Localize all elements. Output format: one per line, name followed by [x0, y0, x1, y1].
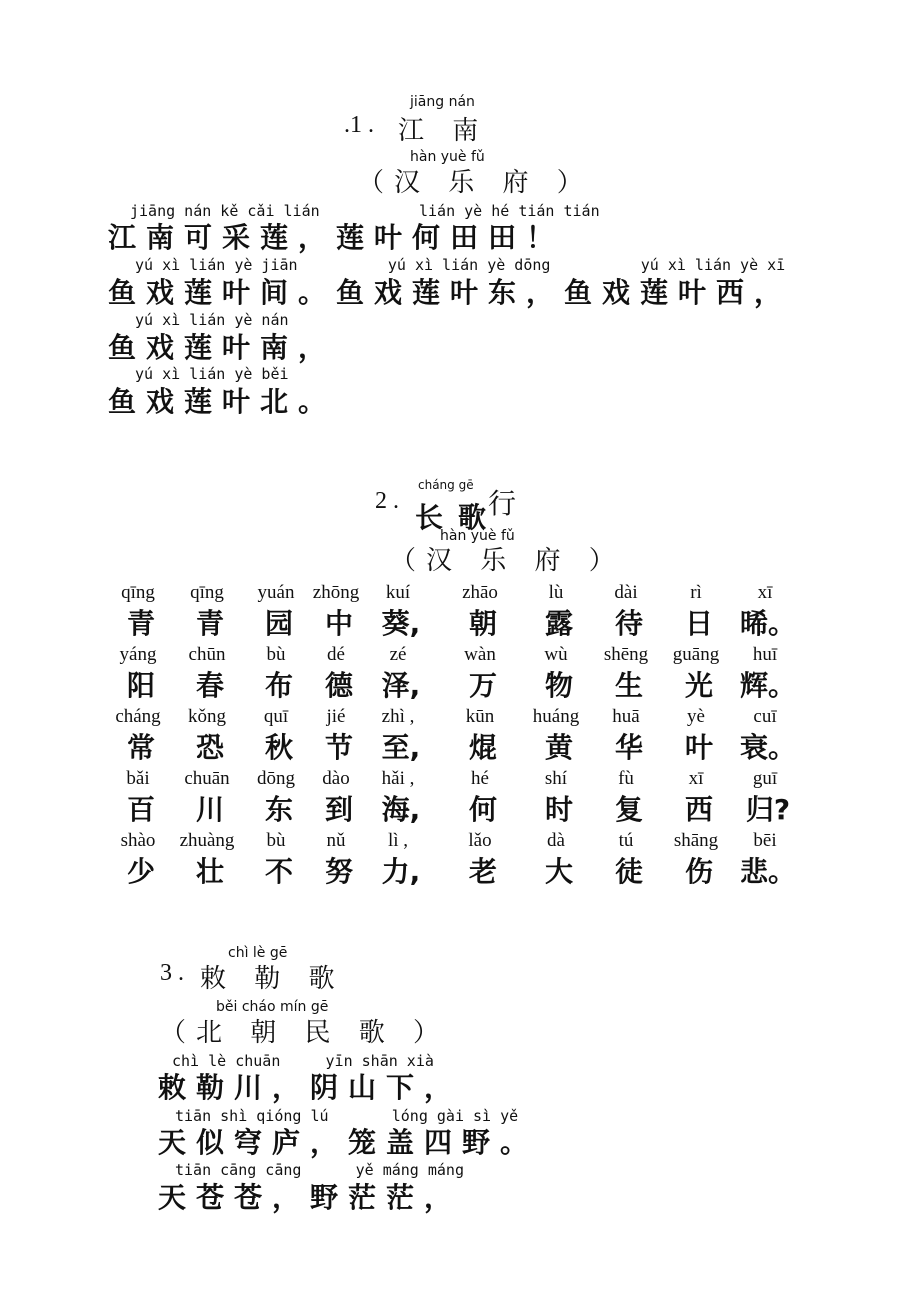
poem3-line1-pinyin: chì lè chuān yīn shān xià	[172, 1052, 434, 1070]
poem2-char-cell: 华	[614, 731, 643, 764]
poem2-pinyin-cell: kūn	[465, 706, 495, 727]
poem2-source-pinyin: hàn yuè fǔ	[440, 528, 515, 544]
poem2-pinyin-cell: kuí	[385, 582, 411, 603]
poem2-pinyin-cell: guāng	[672, 644, 720, 665]
poem2-pinyin-cell: shào	[120, 830, 156, 851]
poem2-char-cell: 徒	[614, 855, 643, 888]
poem2-pinyin-cell: xī	[757, 582, 773, 603]
poem2-pinyin-cell: huáng	[532, 706, 580, 727]
poem2-char-cell: 到	[324, 793, 353, 826]
poem2-pinyin-cell: yáng	[119, 644, 157, 665]
poem2-pinyin-cell: bù	[266, 644, 286, 665]
poem2-title-pinyin: cháng gē	[418, 478, 474, 492]
poem2-char-cell: 园	[264, 607, 293, 640]
poem2-pinyin-cell: jié	[326, 706, 346, 727]
poem1-title: 江 南	[398, 116, 489, 146]
poem2-char-cell: 泽,	[381, 669, 421, 702]
poem2-char-cell: 春	[195, 669, 224, 702]
poem2-pinyin-cell: wù	[544, 644, 568, 665]
poem2-pinyin-cell: xī	[688, 768, 704, 789]
poem3-title: 敕 勒 歌	[200, 964, 345, 994]
poem2-char-cell: 何	[468, 793, 497, 826]
poem2-pinyin-cell: zé	[389, 644, 407, 665]
poem2-char-cell: 壮	[195, 855, 224, 888]
poem2-char-cell: 黄	[544, 731, 573, 764]
poem2-number: 2 .	[375, 488, 399, 514]
poem2-char-cell: 大	[544, 855, 573, 888]
poem2-pinyin-cell: shēng	[603, 644, 649, 665]
poem2-pinyin-cell: shí	[544, 768, 568, 789]
poem1-line1-pinyin: jiāng nán kě cǎi lián lián yè hé tián tián	[130, 202, 600, 220]
poem2-pinyin-cell: qīng	[121, 582, 155, 603]
poem2-pinyin-cell: lù	[548, 582, 564, 603]
poem2-pinyin-cell: shāng	[673, 830, 719, 851]
poem3-line3-pinyin: tiān cāng cāng yě máng máng	[175, 1161, 464, 1179]
poem2-char-cell: 中	[324, 607, 353, 640]
poem2-char-cell: 老	[468, 855, 497, 888]
poem2-char-cell: 朝	[468, 607, 497, 640]
poem2-char-cell: 东	[264, 793, 293, 826]
poem1-source-pinyin: hàn yuè fǔ	[410, 149, 485, 165]
poem1-line4: 鱼戏莲叶北。	[108, 385, 337, 418]
poem2-pinyin-cell: chuān	[184, 768, 230, 789]
poem2-pinyin-cell: dào	[322, 768, 350, 789]
poem2-pinyin-cell: yuán	[257, 582, 295, 603]
poem2-char-cell: 晞。	[739, 607, 796, 640]
poem2-char-cell: 德	[324, 669, 353, 702]
poem2-char-cell: 至,	[381, 731, 421, 764]
poem2-char-cell: 少	[126, 855, 155, 888]
poem2-pinyin-cell: bǎi	[126, 768, 150, 789]
poem1-line4-pinyin: yú xì lián yè běi	[135, 365, 289, 383]
poem1-line3: 鱼戏莲叶南，	[108, 331, 337, 364]
poem2-char-cell: 百	[126, 793, 155, 826]
poem2-char-cell: 力,	[381, 855, 421, 888]
poem2-pinyin-cell: yè	[687, 706, 705, 727]
poem2-pinyin-cell: huī	[752, 644, 778, 665]
poem3-title-pinyin: chì lè gē	[228, 945, 288, 961]
poem2-pinyin-cell: hǎi ,	[381, 768, 415, 789]
poem2-char-cell: 露	[544, 607, 573, 640]
poem2-char-cell: 焜	[468, 731, 497, 764]
poem2-pinyin-cell: lǎo	[468, 830, 492, 851]
poem2-pinyin-cell: wàn	[464, 644, 496, 665]
poem3-line2: 天似穹庐，笼盖四野。	[158, 1126, 539, 1159]
poem1-line2: 鱼戏莲叶间。鱼戏莲叶东，鱼戏莲叶西，	[108, 276, 793, 309]
poem2-char-cell: 努	[324, 855, 353, 888]
poem2-char-cell: 物	[544, 669, 573, 702]
poem2-char-cell: 秋	[264, 731, 293, 764]
poem2-char-cell: 万	[468, 669, 497, 702]
poem2-pinyin-cell: dé	[327, 644, 345, 665]
poem2-pinyin-cell: qīng	[190, 582, 224, 603]
poem2-pinyin-cell: bù	[266, 830, 286, 851]
poem2-pinyin-cell: kǒng	[188, 706, 226, 727]
poem2-pinyin-cell: huā	[612, 706, 640, 727]
poem2-pinyin-cell: guī	[752, 768, 778, 789]
poem3-line3: 天苍苍，野茫茫，	[158, 1181, 463, 1214]
poem1-source: （汉 乐 府 ）	[358, 168, 593, 198]
poem2-pinyin-cell: tú	[618, 830, 634, 851]
poem2-pinyin-cell: dà	[547, 830, 565, 851]
poem2-char-cell: 川	[195, 793, 224, 826]
poem2-char-cell: 归?	[745, 793, 791, 826]
poem3-number: 3 .	[160, 960, 184, 986]
poem1-line1: 江南可采莲，莲叶何田田！	[108, 221, 565, 254]
poem3-line1: 敕勒川，阴山下，	[158, 1071, 463, 1104]
poem2-pinyin-cell: chūn	[188, 644, 226, 665]
poem2-pinyin-cell: nǔ	[326, 830, 346, 851]
poem2-pinyin-cell: rì	[690, 582, 702, 603]
poem2-pinyin-cell: fù	[618, 768, 634, 789]
poem2-char-cell: 伤	[684, 855, 713, 888]
poem2-char-cell: 海,	[381, 793, 421, 826]
poem2-char-cell: 不	[264, 855, 293, 888]
poem1-line3-pinyin: yú xì lián yè nán	[135, 311, 289, 329]
poem2-pinyin-cell: bēi	[753, 830, 777, 851]
poem2-char-cell: 布	[264, 669, 293, 702]
poem2-pinyin-cell: quī	[263, 706, 289, 727]
poem2-char-cell: 节	[324, 731, 353, 764]
poem2-title-char1: 长	[415, 501, 454, 534]
poem2-pinyin-cell: cuī	[753, 706, 777, 727]
poem2-pinyin-cell: zhāo	[462, 582, 498, 603]
poem3-line2-pinyin: tiān shì qióng lú lóng gài sì yě	[175, 1107, 519, 1125]
poem2-char-cell: 生	[614, 669, 643, 702]
poem2-char-cell: 阳	[126, 669, 155, 702]
poem3-source: （北 朝 民 歌 ）	[160, 1018, 450, 1048]
poem2-char-cell: 葵,	[381, 607, 421, 640]
poem2-char-cell: 待	[614, 607, 643, 640]
poem2-char-cell: 衰。	[739, 731, 796, 764]
poem2-char-cell: 叶	[684, 731, 713, 764]
poem2-pinyin-cell: hé	[471, 768, 489, 789]
poem2-title-char3: 行	[488, 487, 527, 520]
poem2-source: （汉 乐 府 ）	[390, 546, 625, 576]
poem1-line2-pinyin: yú xì lián yè jiān yú xì lián yè dōng yú xì lián yè xī	[135, 256, 786, 274]
poem2-char-cell: 西	[684, 793, 713, 826]
poem2-title-char2: 歌	[458, 501, 497, 534]
poem2-pinyin-cell: zhì ,	[381, 706, 415, 727]
poem1-number: .1 .	[344, 112, 374, 138]
poem2-pinyin-cell: lì ,	[387, 830, 409, 851]
poem1-title-pinyin: jiāng nán	[410, 94, 475, 110]
poem2-char-cell: 青	[126, 607, 155, 640]
poem2-char-cell: 日	[684, 607, 713, 640]
poem2-pinyin-cell: dōng	[257, 768, 295, 789]
poem2-char-cell: 光	[684, 669, 713, 702]
poem2-char-cell: 复	[614, 793, 643, 826]
poem2-char-cell: 时	[544, 793, 573, 826]
poem2-pinyin-cell: dài	[614, 582, 638, 603]
poem2-char-cell: 悲。	[739, 855, 796, 888]
poem2-pinyin-cell: zhōng	[312, 582, 360, 603]
poem2-pinyin-cell: zhuàng	[179, 830, 235, 851]
poem2-char-cell: 常	[126, 731, 155, 764]
poem2-pinyin-cell: cháng	[115, 706, 161, 727]
poem3-source-pinyin: běi cháo mín gē	[216, 999, 329, 1015]
poem2-char-cell: 青	[195, 607, 224, 640]
poem2-char-cell: 恐	[195, 731, 224, 764]
poem2-char-cell: 辉。	[739, 669, 796, 702]
